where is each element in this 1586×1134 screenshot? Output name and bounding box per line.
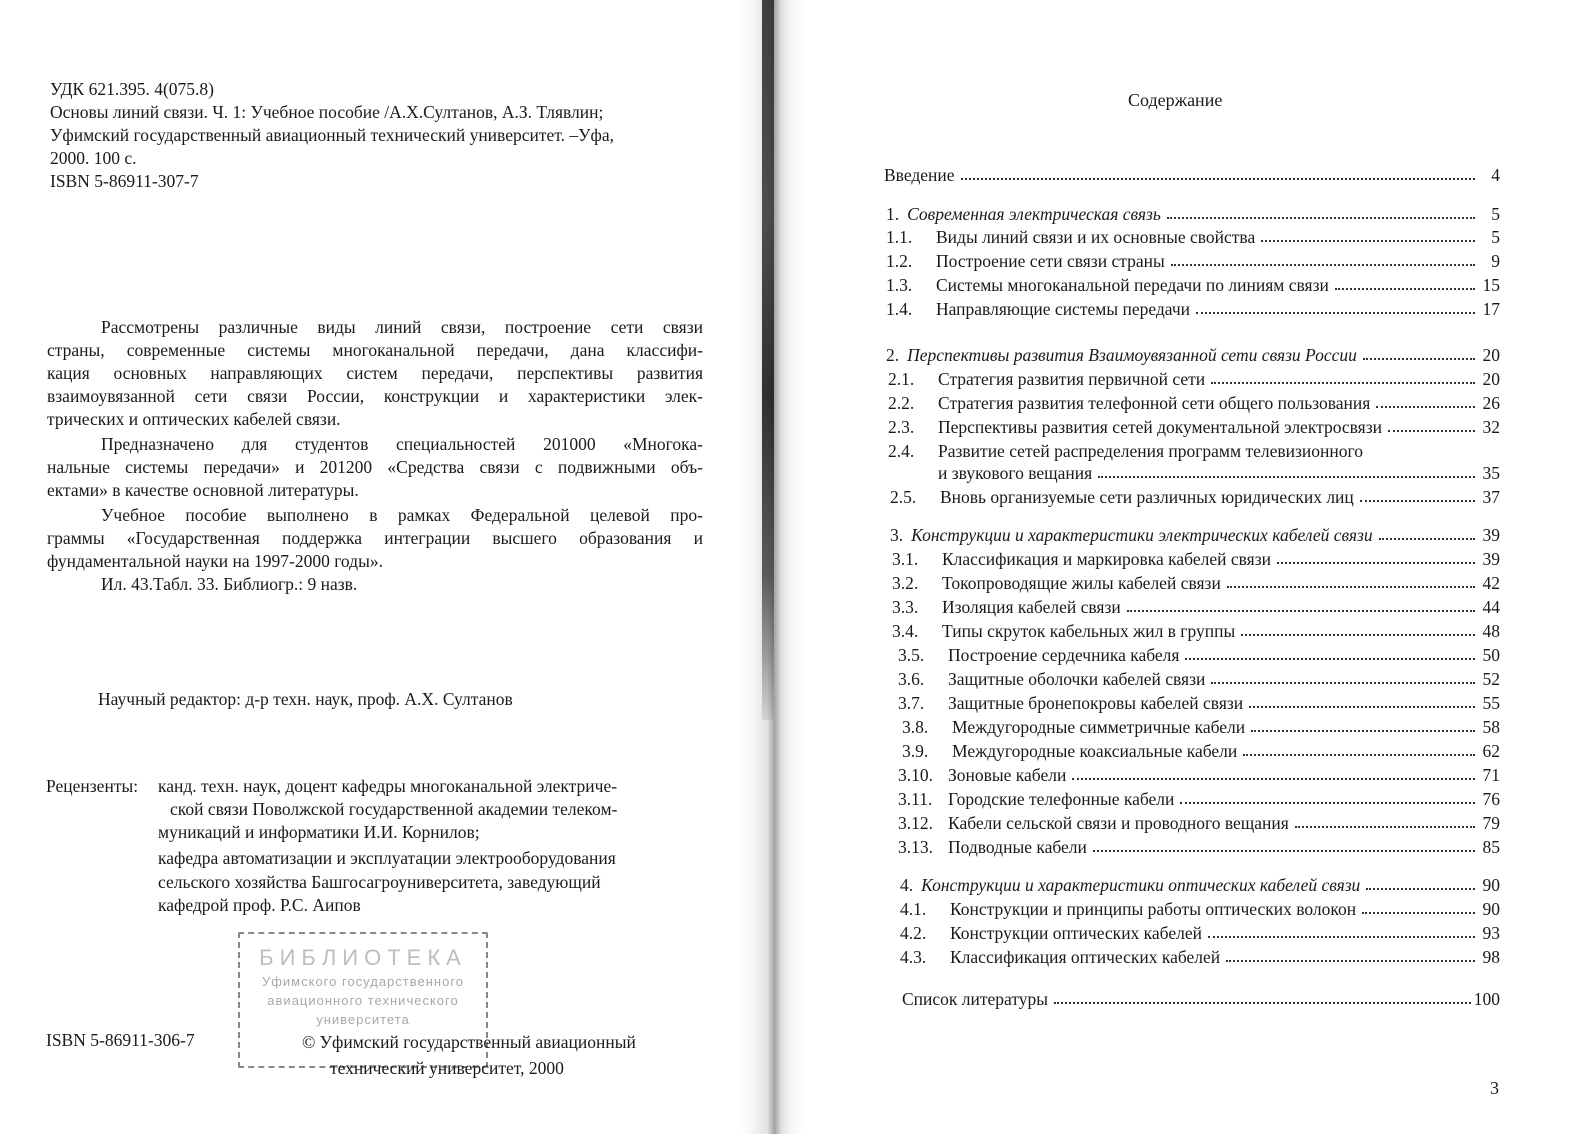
toc-entry — [892, 620, 1500, 642]
toc-entry-title: Список литературы — [902, 989, 1049, 1009]
toc-entry-page: 39 — [1482, 549, 1500, 569]
toc-dot-leader — [1185, 644, 1475, 660]
toc-entry-title: Классификация оптических кабелей — [950, 947, 1221, 967]
toc-entry — [888, 440, 1500, 462]
toc-entry-number: 2.2. — [888, 393, 915, 413]
toc-entry-page: 4 — [1491, 165, 1500, 185]
toc-entry — [898, 692, 1500, 714]
toc-entry-title: Подводные кабели — [948, 837, 1087, 857]
toc-entry-number: 3.10. — [898, 765, 933, 785]
toc-entry-title: Стратегия развития первичной сети — [938, 369, 1206, 389]
toc-dot-leader — [1072, 764, 1475, 780]
toc-dot-leader — [1243, 740, 1475, 756]
toc-entry-page: 55 — [1482, 693, 1500, 713]
toc-dot-leader — [961, 164, 1475, 180]
toc-entry-number: 3.9. — [902, 741, 929, 761]
toc-entry-title: Кабели сельской связи и проводного вещания — [948, 813, 1289, 833]
isbn-footer: ISBN 5-86911-306-7 — [46, 1030, 195, 1050]
reviewer-line: кафедра автоматизации и эксплуатации электрооборудования — [158, 848, 616, 868]
toc-dot-leader — [1335, 274, 1475, 290]
toc-entry-page: 35 — [1482, 463, 1500, 483]
toc-dot-leader — [1127, 596, 1475, 612]
reviewer-line: кафедрой проф. Р.С. Аипов — [158, 895, 361, 915]
toc-entry-title: Построение сети связи страны — [936, 251, 1165, 271]
abstract-line: фундаментальной науки на 1997-2000 годы». — [47, 551, 383, 571]
toc-entry-number: 2. — [886, 345, 900, 365]
toc-entry-page: 20 — [1482, 369, 1500, 389]
toc-entry — [886, 226, 1500, 248]
toc-dot-leader — [1226, 946, 1475, 962]
toc-entry-page: 48 — [1482, 621, 1500, 641]
toc-entry-number: 1. — [886, 204, 900, 224]
toc-entry — [890, 524, 1500, 546]
toc-entry — [884, 164, 1500, 186]
stamp-title: БИБЛИОТЕКА — [259, 945, 467, 970]
reviewer-line: ской связи Поволжской государственной академии телеком- — [170, 799, 618, 819]
toc-dot-leader — [1171, 250, 1475, 266]
toc-entry-number: 3.1. — [892, 549, 919, 569]
toc-entry-title: Виды линий связи и их основные свойства — [936, 227, 1256, 247]
toc-dot-leader — [1295, 812, 1475, 828]
reviewer-line: сельского хозяйства Башгосагроуниверситета, заведующий — [158, 872, 601, 892]
toc-entry — [888, 392, 1500, 414]
toc-entry-page: 58 — [1482, 717, 1500, 737]
toc-entry-title: Конструкции и принципы работы оптических волокон — [950, 899, 1357, 919]
toc-entry-number: 3.4. — [892, 621, 919, 641]
toc-entry-title: Введение — [884, 165, 955, 185]
toc-dot-leader — [1098, 462, 1475, 478]
toc-entry-page: 52 — [1482, 669, 1500, 689]
abstract-line: кация основных направляющих систем передачи, перспективы развития — [47, 363, 703, 383]
toc-dot-leader — [1249, 692, 1475, 708]
toc-entry — [900, 946, 1500, 968]
toc-entry-number: 1.2. — [886, 251, 913, 271]
toc-dot-leader — [1241, 620, 1475, 636]
toc-entry-number: 2.5. — [890, 487, 917, 507]
abstract-line: Рассмотрены различные виды линий связи, построение сети связи — [101, 317, 703, 337]
toc-entry-number: 4.2. — [900, 923, 927, 943]
toc-entry — [886, 250, 1500, 272]
reviewers-label: Рецензенты: — [46, 776, 139, 796]
udc-line: УДК 621.395. 4(075.8) — [50, 79, 215, 99]
toc-entry-number: 3.12. — [898, 813, 933, 833]
toc-entry-number: 3.13. — [898, 837, 933, 857]
toc-entry-number: 1.1. — [886, 227, 913, 247]
toc-dot-leader — [1388, 416, 1475, 432]
toc-entry-page: 79 — [1482, 813, 1500, 833]
toc-entry-number: 1.4. — [886, 299, 913, 319]
toc-entry-page: 50 — [1482, 645, 1500, 665]
toc-entry-number: 3.8. — [902, 717, 929, 737]
toc-entry — [900, 922, 1500, 944]
toc-entry-number: 3.3. — [892, 597, 919, 617]
toc-entry — [886, 274, 1500, 296]
toc-entry-title: Стратегия развития телефонной сети общего пользования — [938, 393, 1371, 413]
toc-entry — [900, 874, 1500, 896]
toc-entry-page: 26 — [1482, 393, 1500, 413]
abstract-line: Предназначено для студентов специальностей 201000 «Многока- — [101, 434, 703, 454]
toc-entry-title: Токопроводящие жилы кабелей связи — [942, 573, 1221, 593]
toc-entry-page: 90 — [1482, 899, 1500, 919]
toc-dot-leader — [1196, 298, 1475, 314]
toc-entry — [886, 344, 1500, 366]
stamp-line: университета — [316, 1012, 410, 1027]
abstract-line: Ил. 43.Табл. 33. Библиогр.: 9 назв. — [101, 574, 358, 594]
toc-dot-leader — [1366, 874, 1475, 890]
toc-entry-page: 5 — [1491, 227, 1500, 247]
toc-entry-title: Направляющие системы передачи — [936, 299, 1191, 319]
toc-entry-number: 4.1. — [900, 899, 927, 919]
toc-dot-leader — [1227, 572, 1475, 588]
toc-entry-number: 3.6. — [898, 669, 925, 689]
toc-entry-title: Классификация и маркировка кабелей связи — [942, 549, 1271, 569]
toc-entry-title: Защитные бронепокровы кабелей связи — [948, 693, 1244, 713]
toc-entry-title: Вновь организуемые сети различных юридических лиц — [940, 487, 1354, 507]
toc-entry-page: 76 — [1482, 789, 1500, 809]
toc-dot-leader — [1379, 524, 1475, 540]
toc-entry-page: 62 — [1482, 741, 1500, 761]
toc-entry-page: 15 — [1482, 275, 1500, 295]
bibliographic-line: Основы линий связи. Ч. 1: Учебное пособие /А.Х.Султанов, А.З. Тлявлин; — [50, 102, 604, 122]
toc-entry-number: 3. — [890, 525, 904, 545]
page-number: 3 — [1490, 1078, 1499, 1098]
toc-entry-page: 20 — [1482, 345, 1500, 365]
abstract-line: трических и оптических кабелей связи. — [47, 409, 341, 429]
abstract-line: Учебное пособие выполнено в рамках Федеральной целевой про- — [101, 505, 703, 525]
toc-entry — [900, 898, 1500, 920]
toc-entry — [888, 416, 1500, 438]
toc-entry — [892, 572, 1500, 594]
toc-entry-page: 5 — [1491, 204, 1500, 224]
toc-entry — [898, 812, 1500, 834]
toc-entry-title: Построение сердечника кабеля — [948, 645, 1180, 665]
toc-entry-title: Перспективы развития сетей документальной электросвязи — [938, 417, 1383, 437]
toc-entry-page: 85 — [1482, 837, 1500, 857]
toc-dot-leader — [1251, 716, 1475, 732]
toc-entry — [902, 988, 1500, 1010]
toc-entry-title: Конструкции и характеристики оптических кабелей связи — [921, 875, 1361, 895]
toc-entry-title: Городские телефонные кабели — [948, 789, 1175, 809]
toc-dot-leader — [1211, 668, 1475, 684]
toc-dot-leader — [1360, 486, 1475, 502]
toc-dot-leader — [1211, 368, 1475, 384]
toc-entry-number: 4. — [900, 875, 914, 895]
toc-entry-page: 90 — [1482, 875, 1500, 895]
toc-entry — [898, 788, 1500, 810]
toc-entry-number: 2.4. — [888, 441, 915, 461]
reviewer-line: канд. техн. наук, доцент кафедры многоканальной электриче- — [158, 776, 618, 796]
toc-dot-leader — [1208, 922, 1475, 938]
toc-dot-leader — [1180, 788, 1475, 804]
toc-entry-page: 98 — [1482, 947, 1500, 967]
isbn-line: ISBN 5-86911-307-7 — [50, 171, 199, 191]
toc-entry-title: Развитие сетей распределения программ телевизионного — [938, 441, 1363, 461]
toc-dot-leader — [1167, 203, 1475, 219]
toc-entry-page: 17 — [1482, 299, 1500, 319]
toc-dot-leader — [1261, 226, 1475, 242]
toc-entry-page: 44 — [1482, 597, 1500, 617]
toc-entry-title: Конструкции оптических кабелей — [950, 923, 1202, 943]
toc-entry-title: Современная электрическая связь — [907, 204, 1161, 224]
toc-entry-title: Защитные оболочки кабелей связи — [948, 669, 1206, 689]
toc-dot-leader — [1054, 988, 1471, 1004]
toc-entry-page: 71 — [1482, 765, 1500, 785]
toc-entry — [890, 486, 1500, 508]
toc-entry-page: 39 — [1482, 525, 1500, 545]
toc-entry-title: Конструкции и характеристики электрических кабелей связи — [911, 525, 1373, 545]
toc-entry-page: 100 — [1473, 989, 1500, 1009]
stamp-line: авиационного технического — [267, 993, 459, 1008]
toc-dot-leader — [1376, 392, 1475, 408]
toc-entry-title: Междугородные коаксиальные кабели — [952, 741, 1238, 761]
toc-title: Содержание — [1128, 90, 1223, 110]
toc-entry — [886, 298, 1500, 320]
toc-entry — [898, 668, 1500, 690]
toc-entry-number: 4.3. — [900, 947, 927, 967]
copyright-line: © Уфимский государственный авиационный — [302, 1032, 636, 1052]
abstract-line: ектами» в качестве основной литературы. — [47, 480, 359, 500]
toc-entry — [898, 836, 1500, 858]
toc-entry-title: Типы скруток кабельных жил в группы — [942, 621, 1236, 641]
toc-dot-leader — [1363, 344, 1475, 360]
toc-entry — [888, 368, 1500, 390]
toc-entry-title: Междугородные симметричные кабели — [952, 717, 1246, 737]
toc-entry-page: 32 — [1482, 417, 1500, 437]
abstract-line: страны, современные системы многоканальной передачи, дана классифи- — [47, 340, 703, 360]
toc-entry-number: 2.1. — [888, 369, 915, 389]
abstract-line: граммы «Государственная поддержка интеграции высшего образования и — [47, 528, 703, 548]
stamp-line: Уфимского государственного — [261, 974, 465, 989]
toc-entry — [938, 462, 1500, 484]
toc-entry-number: 3.5. — [898, 645, 925, 665]
abstract-line: взаимоувязанной сети связи России, конструкции и характеристики элек- — [47, 386, 703, 406]
toc-entry-number: 3.11. — [898, 789, 933, 809]
toc-entry-number: 1.3. — [886, 275, 913, 295]
toc-entry-page: 42 — [1482, 573, 1500, 593]
toc-entry-title: Изоляция кабелей связи — [942, 597, 1121, 617]
toc-entry — [898, 644, 1500, 666]
book-spine-fold — [762, 0, 774, 720]
reviewer-line: муникаций и информатики И.И. Корнилов; — [158, 822, 480, 842]
bibliographic-line: 2000. 100 с. — [50, 148, 137, 168]
toc-dot-leader — [1277, 548, 1475, 564]
toc-entry — [902, 740, 1500, 762]
copyright-line: технический университет, 2000 — [330, 1058, 564, 1078]
toc-entry — [902, 716, 1500, 738]
bibliographic-line: Уфимский государственный авиационный технический университет. –Уфа, — [50, 125, 614, 145]
toc-entry-number: 2.3. — [888, 417, 915, 437]
toc-entry-title: Перспективы развития Взаимоувязанной сети связи России — [907, 345, 1357, 365]
toc-entry-title: Системы многоканальной передачи по линиям связи — [936, 275, 1329, 295]
scientific-editor: Научный редактор: д-р техн. наук, проф. А.Х. Султанов — [98, 689, 513, 709]
toc-entry-title: и звукового вещания — [938, 463, 1093, 483]
toc-entry-page: 93 — [1482, 923, 1500, 943]
toc-dot-leader — [1362, 898, 1475, 914]
toc-entry — [886, 203, 1500, 225]
toc-entry-number: 3.2. — [892, 573, 919, 593]
abstract-line: нальные системы передачи» и 201200 «Средства связи с подвижными объ- — [47, 457, 703, 477]
toc-entry-page: 37 — [1482, 487, 1500, 507]
toc-entry — [892, 548, 1500, 570]
toc-entry — [892, 596, 1500, 618]
toc-entry-number: 3.7. — [898, 693, 925, 713]
toc-entry-page: 9 — [1491, 251, 1500, 271]
toc-dot-leader — [1093, 836, 1475, 852]
toc-entry — [898, 764, 1500, 786]
toc-entry-title: Зоновые кабели — [948, 765, 1067, 785]
